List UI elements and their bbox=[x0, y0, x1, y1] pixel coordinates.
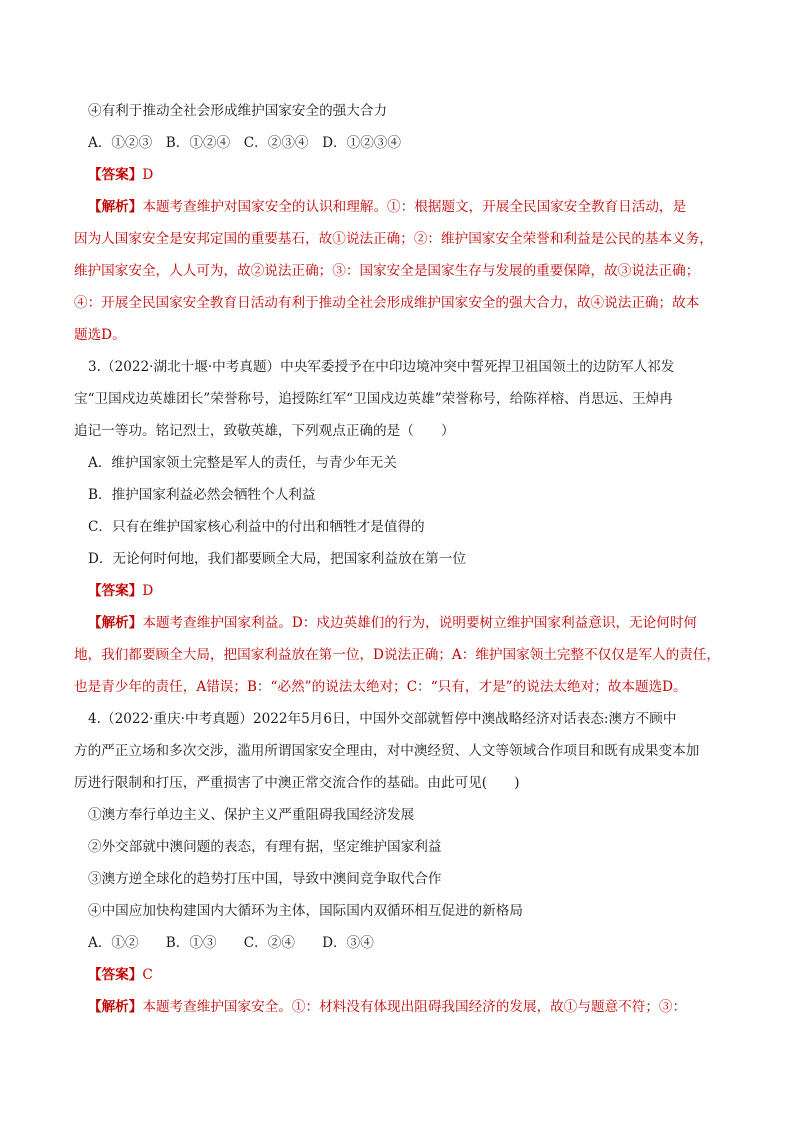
q2-analysis-line: ④：开展全民国家安全教育日活动有利于推动全社会形成维护国家安全的强大合力，故④说法正确；故本 bbox=[74, 295, 700, 311]
q3-analysis-line: 也是青少年的责任，A错误；B：“必然”的说法太绝对；C：“只有，才是”的说法太绝对；故本题选D。 bbox=[74, 679, 687, 695]
q4-statement-3: ③澳方逆全球化的趋势打压中国，导致中澳间竞争取代合作 bbox=[88, 871, 442, 887]
answer-value: C bbox=[142, 967, 153, 983]
q3-option-d: D．无论何时何地，我们都要顾全大局，把国家利益放在第一位 bbox=[88, 551, 466, 567]
answer-value: D bbox=[142, 583, 154, 599]
q3-stem-line: 3.（2022·湖北十堰·中考真题）中央军委授予在中印边境冲突中誓死捍卫祖国领土的边防军人祁发 bbox=[88, 359, 675, 375]
answer-label: 【答案】 bbox=[88, 967, 143, 983]
answer-value: D bbox=[142, 167, 154, 183]
q3-stem-line: 宝“卫国戍边英雄团长”荣誉称号，追授陈红军“卫国戍边英雄”荣誉称号，给陈祥榕、肖思远、王焯冉 bbox=[74, 391, 673, 407]
q2-analysis-line: 因为人国家安全是安邦定国的重要基石，故①说法正确；②：维护国家安全荣誉和利益是公民的基本义务， bbox=[74, 231, 713, 247]
q2-analysis-line bbox=[88, 197, 722, 217]
q3-analysis-line: 地，我们都要顾全大局，把国家利益放在第一位，D说法正确；A：维护国家领土完整不仅仅是军人的责任， bbox=[74, 647, 721, 663]
q3-answer bbox=[88, 581, 722, 601]
q4-stem-line: 方的严正立场和多次交涉，滥用所谓国家安全理由，对中澳经贸、人文等领域合作项目和既有成果变本加 bbox=[74, 743, 700, 759]
analysis-label: 【解析】 bbox=[88, 999, 143, 1015]
analysis-text: 本题考查维护国家安全。①：材料没有体现出阻碍我国经济的发展，故①与题意不符；③： bbox=[142, 999, 687, 1015]
q2-option-4: ④有利于推动全社会形成维护国家安全的强大合力 bbox=[88, 103, 388, 119]
analysis-label: 【解析】 bbox=[88, 615, 143, 631]
q3-option-b: B．推护国家利益必然会牺牲个人利益 bbox=[88, 487, 316, 503]
analysis-text: 本题考查维护对国家安全的认识和理解。①：根据题文，开展全民国家安全教育日活动，是 bbox=[142, 199, 687, 215]
q3-analysis-line bbox=[88, 613, 722, 633]
analysis-text: 本题考查维护国家利益。D：戍边英雄们的行为，说明要树立维护国家利益意识，无论何时何 bbox=[142, 615, 698, 631]
analysis-label: 【解析】 bbox=[88, 199, 143, 215]
q2-analysis-line: 题选D。 bbox=[74, 327, 126, 343]
answer-label: 【答案】 bbox=[88, 167, 143, 183]
q4-statement-2: ②外交部就中澳问题的表态，有理有据，坚定维护国家利益 bbox=[88, 839, 442, 855]
q4-stem-line: 4.（2022·重庆·中考真题）2022年5月6日，中国外交部就暂停中澳战略经济对话表态:澳方不顾中 bbox=[88, 711, 677, 727]
q2-answer bbox=[88, 165, 722, 185]
q4-statement-4: ④中国应加快构建国内大循环为主体，国际国内双循环相互促进的新格局 bbox=[88, 903, 523, 919]
q4-answer bbox=[88, 965, 722, 985]
q2-choices: A．①②③ B．①②④ C．②③④ D．①②③④ bbox=[88, 135, 401, 151]
q3-option-c: C．只有在维护国家核心利益中的付出和牺牲才是值得的 bbox=[88, 519, 425, 535]
answer-label: 【答案】 bbox=[88, 583, 143, 599]
q3-option-a: A．维护国家领土完整是军人的责任，与青少年无关 bbox=[88, 455, 397, 471]
q3-stem-line: 追记一等功。铭记烈士，致敬英雄，下列观点正确的是（ ） bbox=[74, 423, 455, 439]
q4-choices: A．①② B．①③ C．②④ D．③④ bbox=[88, 935, 374, 951]
q4-analysis-line bbox=[88, 997, 722, 1017]
q4-stem-line: 厉进行限制和打压，严重损害了中澳正常交流合作的基础。由此可见( ) bbox=[74, 775, 520, 791]
q4-statement-1: ①澳方奉行单边主义、保护主义严重阻碍我国经济发展 bbox=[88, 807, 415, 823]
q2-analysis-line: 维护国家安全，人人可为，故②说法正确；③：国家安全是国家生存与发展的重要保障，故③说法正确； bbox=[74, 263, 700, 279]
